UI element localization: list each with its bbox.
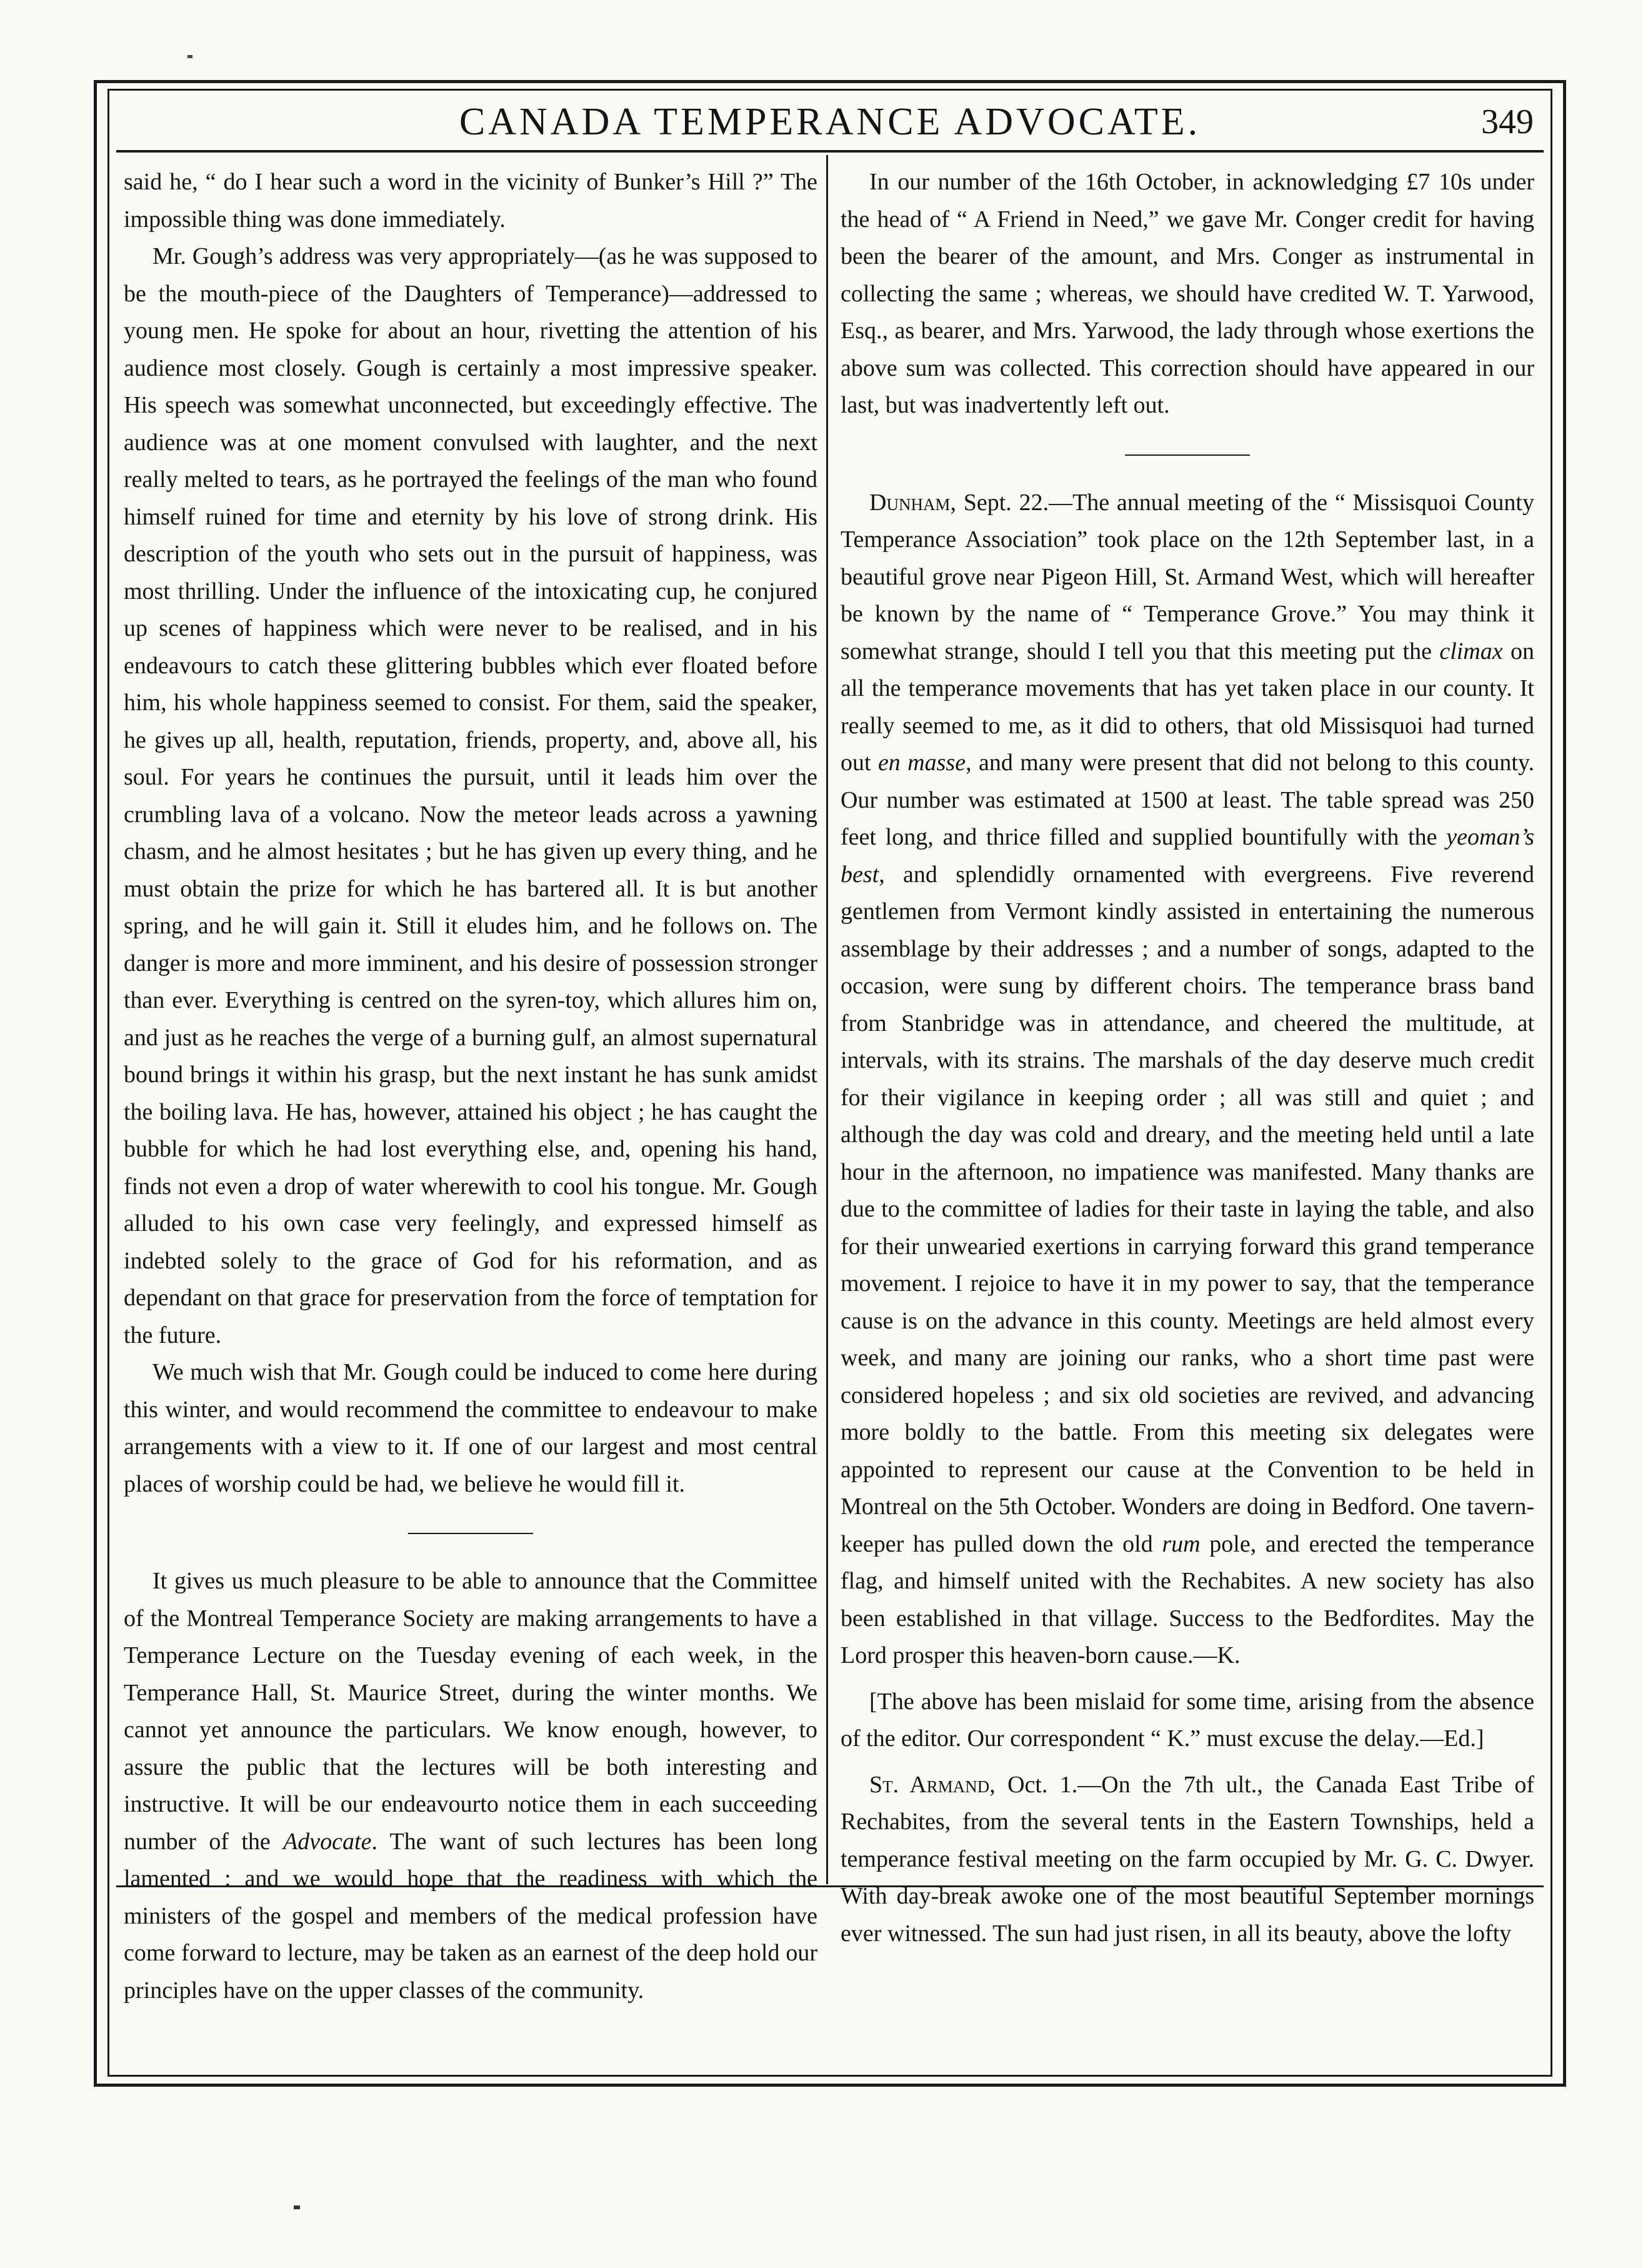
- dunham-report-paragraph: Dunham, Sept. 22.—The annual meeting of the “ Missisquoi County Temperance Association” took place on the 12th September last, in a beautiful grove near Pigeon Hill, St. Armand West, which will hereafter be known by the name of “ Temperance Grove.” You may think it somewhat strange, should I tell you that this meeting put the climax on all the temperance movements that has yet taken place in our county. It really seemed to me, as it did to others, that old Missisquoi had turned out en masse, and many were present that did not belong to this county. Our number was estimated at 1500 at least. The table spread was 250 feet long, and thrice filled and supplied bountifully with the yeoman’s best, and splendidly ornamented with evergreens. Five reverend gentlemen from Vermont kindly assisted in entertaining the numerous assemblage by their addresses ; and a number of songs, adapted to the occasion, were sung by different choirs. The temperance brass band from Stanbridge was in attendance, and cheered the multitude, at intervals, with its strains. The marshals of the day deserve much credit for their vigilance in keeping order ; all was still and quiet ; and although the day was cold and dreary, and the meeting held until a late hour in the afternoon, no impatience was manifested. Many thanks are due to the committee of ladies for their taste in laying the table, and also for their unwearied exertions in carrying forward this grand temperance movement. I rejoice to have it in my power to say, that the temperance cause is on the advance in this county. Meetings are held almost every week, and many are joining our ranks, who a short time past were considered hopeless ; and six old societies are revived, and advancing more boldly to the battle. From this meeting six delegates were appointed to represent our cause at the Convention to be held in Montreal on the 5th October. Wonders are doing in Bedford. One tavern-keeper has pulled down the old rum pole, and erected the temperance flag, and himself united with the Rechabites. A new society has also been established in that village. Success to the Bedfordites. May the Lord prosper this heaven-born cause.—K.: [841, 489, 1535, 1668]
- correction-paragraph: In our number of the 16th October, in acknowledging £7 10s under the head of “ A Friend in Need,” we gave Mr. Conger credit for having been the bearer of the amount, and Mrs. Conger as instrumental in collecting the same ; whereas, we should have credited W. T. Yarwood, Esq., as bearer, and Mrs. Yarwood, the lady through whose exertions the above sum was collected. This correction should have appeared in our last, but was inadvertently left out.: [841, 169, 1534, 418]
- column-divider: [826, 155, 828, 1884]
- ink-speck: [187, 55, 192, 58]
- section-separator: [124, 1503, 817, 1563]
- right-column: [841, 164, 1534, 1952]
- editor-note-paragraph: [The above has been mislaid for some time, arising from the absence of the editor. Our correspondent “ K.” must excuse the delay.—Ed.]: [841, 1688, 1534, 1752]
- left-column: [124, 164, 817, 2009]
- masthead-title: CANADA TEMPERANCE ADVOCATE.: [459, 101, 1201, 143]
- gough-invitation-paragraph: We much wish that Mr. Gough could be induced to come here during this winter, and would recommend the committee to endeavour to make arrangements with a view to it. If one of our largest and most central places of worship could be had, we believe he would fill it.: [124, 1359, 817, 1497]
- gough-paragraph-continued: said he, “ do I hear such a word in the vicinity of Bunker’s Hill ?” The impossible thing was done immediately.: [124, 169, 817, 233]
- section-separator: [841, 424, 1534, 484]
- bottom-rule: [116, 1885, 1544, 1887]
- ink-speck: [294, 2205, 300, 2209]
- lecture-announcement-paragraph: It gives us much pleasure to be able to announce that the Committee of the Montreal Temperance Society are making arrangements to have a Temperance Lecture on the Tuesday evening of each week, in the Temperance Hall, St. Maurice Street, during the winter months. We cannot yet announce the particulars. We know enough, however, to assure the public that the lectures will be both interesting and instructive. It will be our endeavourto notice them in each succeeding number of the Advocate. The want of such lectures has been long lamented : and we would hope that the readiness with which the ministers of the gospel and members of the medical profession have come forward to lecture, may be taken as an earnest of the deep hold our principles have on the upper classes of the community.: [124, 1568, 818, 2004]
- st-armand-report-paragraph: St. Armand, Oct. 1.—On the 7th ult., the Canada East Tribe of Rechabites, from the several tents in the Eastern Townships, held a temperance festival meeting on the farm occupied by Mr. G. C. Dwyer. With day-break awoke one of the most beautiful September mornings ever witnessed. The sun had just risen, in all its beauty, above the lofty: [841, 1771, 1534, 1947]
- header-rule: [116, 150, 1544, 153]
- page-number: 349: [1481, 103, 1534, 141]
- page-header: [116, 94, 1544, 150]
- gough-address-paragraph: Mr. Gough’s address was very appropriately—(as he was supposed to be the mouth-piece of the Daughters of Temperance)—addressed to young men. He spoke for about an hour, rivetting the attention of his audience most closely. Gough is certainly a most impressive speaker. His speech was somewhat unconnected, but exceedingly effective. The audience was at one moment convulsed with laughter, and the next really melted to tears, as he portrayed the feelings of the man who found himself ruined for time and eternity by his love of strong drink. His description of the youth who sets out in the pursuit of happiness, was most thrilling. Under the influence of the intoxicating cup, he conjured up scenes of happiness which were never to be realised, and in his endeavours to catch these glittering bubbles which ever floated before him, his whole happiness seemed to consist. For them, said the speaker, he gives up all, health, reputation, friends, property, and, above all, his soul. For years he continues the pursuit, until it leads him over the crumbling lava of a volcano. Now the meteor leads across a yawning chasm, and he almost hesitates ; but he has given up every thing, and he must obtain the prize for which he has bartered all. It is but another spring, and he will gain it. Still it eludes him, and he follows on. The danger is more and more imminent, and his desire of possession stronger than ever. Everything is centred on the syren-toy, which allures him on, and just as he reaches the verge of a burning gulf, an almost supernatural bound brings it within his grasp, but the next instant he has sunk amidst the boiling lava. He has, however, attained his object ; he has caught the bubble for which he had lost everything else, and, opening his hand, finds not even a drop of water wherewith to cool his tongue. Mr. Gough alluded to his own case very feelingly, and expressed himself as indebted solely to the grace of God for his reformation, and as dependant on that grace for preservation from the force of temptation for the future.: [124, 243, 817, 1348]
